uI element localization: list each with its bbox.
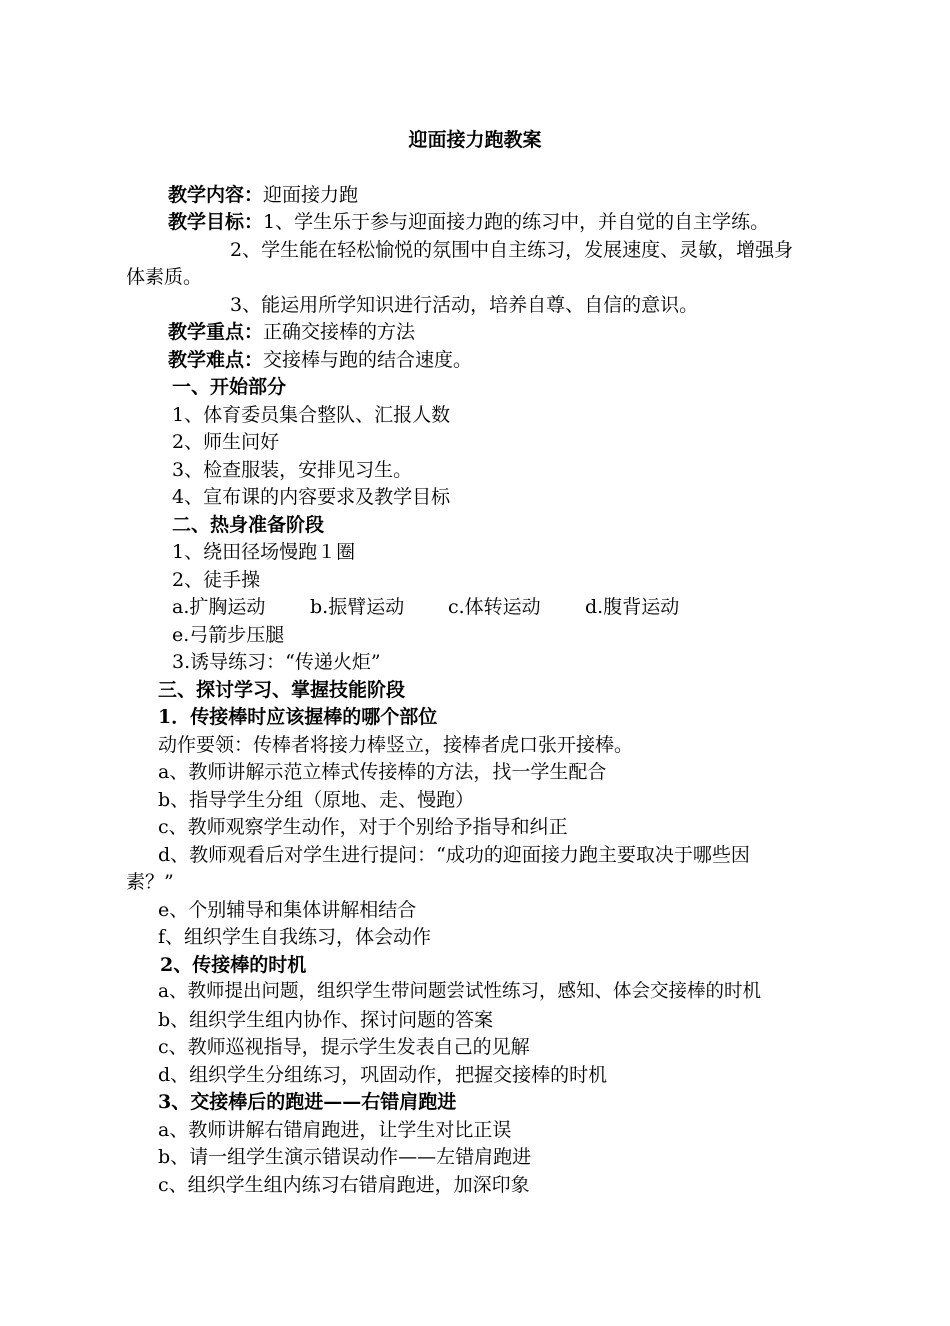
part-1-step-f: f、组织学生自我练习，体会动作 — [158, 926, 432, 948]
part-1-essentials: 动作要领：传棒者将接力棒竖立，接棒者虎口张开接棒。 — [158, 734, 634, 756]
teaching-goal-2b: 体素质。 — [126, 266, 203, 288]
teaching-key-value: 正确交接棒的方法 — [263, 321, 416, 343]
section-2-heading: 二、热身准备阶段 — [172, 514, 325, 536]
teaching-key-line — [168, 319, 415, 345]
teaching-content-label: 教学内容： — [168, 184, 264, 206]
teaching-goal-label: 教学目标： — [168, 211, 264, 233]
part-3-step-c: c、组织学生组内练习右错肩跑进，加深印象 — [158, 1174, 530, 1196]
exercise-e: e.弓箭步压腿 — [172, 624, 285, 646]
part-2-step-b: b、组织学生组内协作、探讨问题的答案 — [158, 1009, 494, 1031]
part-2-step-c: c、教师巡视指导，提示学生发表自己的见解 — [158, 1036, 530, 1058]
teaching-goal-2a: 2、学生能在轻松愉悦的氛围中自主练习，发展速度、灵敏，增强身 — [230, 239, 794, 261]
teaching-difficulty-label: 教学难点： — [168, 349, 264, 371]
part-1-heading: 1．传接棒时应该握棒的哪个部位 — [158, 706, 438, 728]
exercise-d: d.腹背运动 — [585, 596, 680, 618]
part-1-step-c: c、教师观察学生动作，对于个别给予指导和纠正 — [158, 816, 568, 838]
part-2-step-d: d、组织学生分组练习，巩固动作，把握交接棒的时机 — [158, 1064, 608, 1086]
teaching-goal-1: 1、学生乐于参与迎面接力跑的练习中，并自觉的自主学练。 — [263, 211, 770, 233]
teaching-content-value: 迎面接力跑 — [263, 184, 359, 206]
part-1-step-e: e、个别辅导和集体讲解相结合 — [158, 899, 417, 921]
part-1-step-d: d、教师观看后对学生进行提问：“成功的迎面接力跑主要取决于哪些因 — [158, 844, 750, 866]
part-1-step-a: a、教师讲解示范立棒式传接棒的方法，找一学生配合 — [158, 761, 607, 783]
exercise-b: b.振臂运动 — [310, 596, 405, 618]
exercise-a: a.扩胸运动 — [172, 596, 266, 618]
section-3-heading: 三、探讨学习、掌握技能阶段 — [158, 679, 406, 701]
exercise-c: c.体转运动 — [448, 596, 541, 618]
section-2-item: 2、徒手操 — [172, 569, 261, 591]
part-1-step-b: b、指导学生分组（原地、走、慢跑） — [158, 789, 475, 811]
document-title: 迎面接力跑教案 — [408, 129, 542, 151]
teaching-difficulty-line — [168, 347, 472, 373]
section-1-item: 4、宣布课的内容要求及教学目标 — [172, 486, 451, 508]
section-2-item: 1、绕田径场慢跑１圈 — [172, 541, 356, 563]
section-1-heading: 一、开始部分 — [172, 376, 287, 398]
section-2-item-3: 3.诱导练习：“传递火炬” — [172, 651, 381, 673]
part-3-step-a: a、教师讲解右错肩跑进，让学生对比正误 — [158, 1119, 512, 1141]
part-2-step-a: a、教师提出问题，组织学生带问题尝试性练习，感知、体会交接棒的时机 — [158, 981, 762, 1002]
section-1-item: 1、体育委员集合整队、汇报人数 — [172, 404, 451, 426]
section-1-item: 3、检查服装，安排见习生。 — [172, 459, 413, 481]
part-3-step-b: b、请一组学生演示错误动作——左错肩跑进 — [158, 1146, 532, 1168]
teaching-goal-line — [168, 209, 769, 235]
section-1-item: 2、师生问好 — [172, 431, 280, 453]
teaching-goal-3: 3、能运用所学知识进行活动，培养自尊、自信的意识。 — [230, 294, 699, 316]
teaching-difficulty-value: 交接棒与跑的结合速度。 — [263, 349, 473, 371]
part-1-step-d-cont: 素？” — [126, 871, 174, 893]
teaching-content-line — [168, 182, 358, 208]
part-3-heading: 3、交接棒后的跑进——右错肩跑进 — [158, 1091, 457, 1113]
part-2-heading: 2、传接棒的时机 — [160, 954, 307, 976]
teaching-key-label: 教学重点： — [168, 321, 264, 343]
